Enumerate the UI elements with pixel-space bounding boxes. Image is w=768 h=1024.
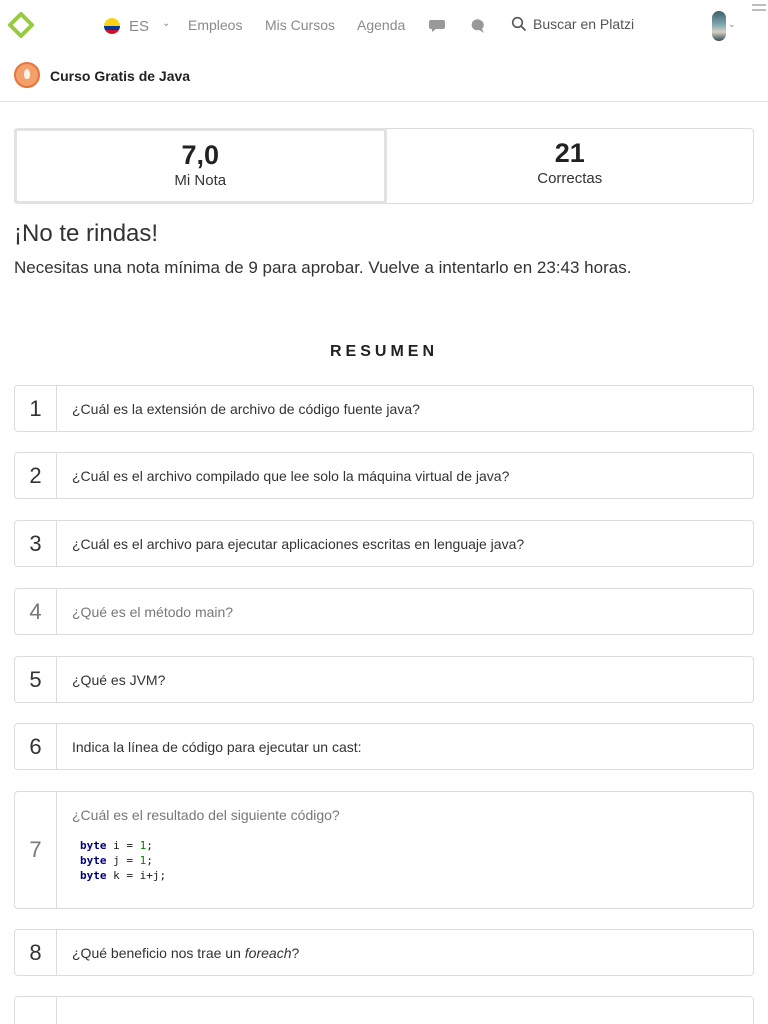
question-number: 3: [15, 521, 57, 566]
question-text: ¿Qué es el método main?: [72, 604, 234, 620]
notifications-icon[interactable]: [469, 17, 487, 35]
question-text: [72, 945, 299, 961]
grade-label: Mi Nota: [174, 172, 227, 189]
question-text: ¿Cuál es el archivo compilado que lee solo la máquina virtual de java?: [72, 468, 510, 484]
colombia-flag-icon: [104, 18, 120, 34]
question-item[interactable]: [14, 929, 754, 976]
chat-bubble-icon[interactable]: [428, 17, 446, 35]
question-text: ¿Cuál es la extensión de archivo de código fuente java?: [72, 401, 420, 417]
question-text: ¿Qué es JVM?: [72, 672, 166, 688]
question-number: 5: [15, 657, 57, 702]
summary-title: RESUMEN: [329, 343, 438, 360]
question-text: ¿Cuál es el archivo para ejecutar aplicaciones escritas en lenguaje java?: [72, 536, 525, 552]
question-number: 1: [15, 386, 57, 431]
question-text: Indica la línea de código para ejecutar un cast:: [72, 739, 362, 755]
menu-icon[interactable]: [752, 4, 766, 16]
question-item[interactable]: [14, 723, 754, 770]
question-item[interactable]: [14, 385, 754, 432]
question-text: ¿Cuál es el resultado del siguiente código?: [72, 807, 340, 823]
language-code: ES: [129, 17, 150, 35]
avatar-chevron-down-icon[interactable]: ⌄: [728, 19, 736, 29]
question-item[interactable]: [14, 996, 754, 1024]
correct-value: 21: [554, 138, 585, 168]
nav-link-empleos[interactable]: Empleos: [188, 17, 243, 33]
code-snippet: [80, 838, 166, 883]
question-number: 8: [15, 930, 57, 975]
search-box[interactable]: [511, 16, 634, 32]
nav-link-mis-cursos[interactable]: Mis Cursos: [265, 17, 336, 33]
result-message: Necesitas una nota mínima de 9 para aprobar. Vuelve a intentarlo en 23:43 horas.: [14, 258, 632, 277]
question-item[interactable]: [14, 791, 754, 909]
course-bar: [0, 52, 768, 102]
top-nav: [0, 0, 768, 52]
question-number: 7: [15, 792, 57, 908]
correct-tab[interactable]: [387, 129, 754, 203]
nav-link-agenda[interactable]: Agenda: [357, 17, 406, 33]
question-number: 4: [15, 589, 57, 634]
score-panel: [14, 128, 754, 204]
question-item[interactable]: [14, 452, 754, 499]
avatar[interactable]: [712, 11, 726, 41]
question-item[interactable]: [14, 656, 754, 703]
platzi-logo-icon[interactable]: [8, 12, 34, 38]
question-text-part: ¿Qué beneficio nos trae un: [72, 945, 245, 961]
correct-label: Correctas: [537, 170, 603, 187]
code-line: byte k = i+j;: [80, 869, 167, 882]
question-text-emphasis: foreach: [244, 945, 292, 961]
result-headline: ¡No te rindas!: [14, 220, 159, 247]
grade-tab[interactable]: [14, 128, 387, 204]
question-item[interactable]: [14, 520, 754, 567]
search-icon: [511, 16, 527, 32]
question-number: 2: [15, 453, 57, 498]
question-item[interactable]: [14, 588, 754, 635]
grade-value: 7,0: [181, 140, 220, 170]
question-text-part: ?: [291, 945, 300, 961]
question-number: 6: [15, 724, 57, 769]
question-number: [15, 997, 57, 1024]
chevron-down-icon[interactable]: ⌄: [162, 18, 171, 29]
course-title[interactable]: Curso Gratis de Java: [50, 68, 191, 84]
java-course-badge-icon: [14, 62, 40, 88]
code-line: byte j = 1;: [80, 854, 153, 867]
code-line: byte i = 1;: [80, 839, 153, 852]
search-placeholder: Buscar en Platzi: [533, 16, 635, 32]
language-selector[interactable]: [104, 16, 149, 36]
